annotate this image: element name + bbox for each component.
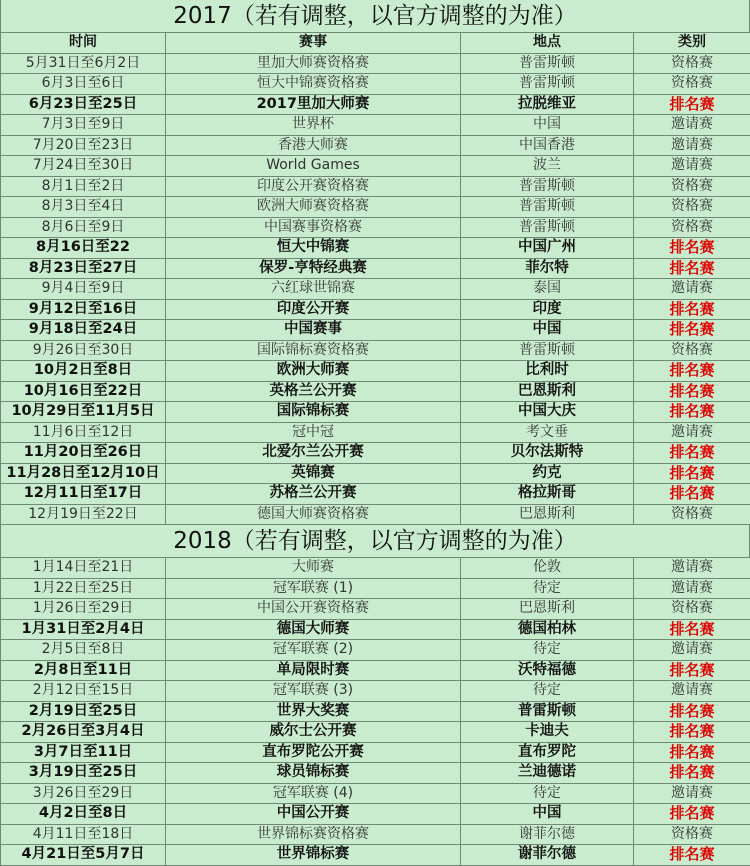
section-title-2018: 2018（若有调整，以官方调整的为准） xyxy=(0,525,750,557)
type-cell: 邀请赛 xyxy=(634,783,750,804)
table-row xyxy=(1,660,750,681)
date-cell: 3月7日至11日 xyxy=(1,742,166,763)
table-row xyxy=(1,94,750,115)
type-cell: 资格赛 xyxy=(634,599,750,620)
type-cell: 排名赛 xyxy=(634,299,750,320)
venue-cell: 波兰 xyxy=(461,156,634,177)
table-row xyxy=(1,484,750,505)
event-cell: 中国公开赛 xyxy=(166,804,461,825)
table-row xyxy=(1,824,750,845)
date-cell: 7月20日至23日 xyxy=(1,135,166,156)
date-cell: 10月2日至8日 xyxy=(1,361,166,382)
table-row xyxy=(1,279,750,300)
date-cell: 4月2日至8日 xyxy=(1,804,166,825)
date-cell: 11月6日至12日 xyxy=(1,422,166,443)
table-row xyxy=(1,742,750,763)
date-cell: 8月16日至22 xyxy=(1,238,166,259)
table-row xyxy=(1,681,750,702)
venue-cell: 普雷斯顿 xyxy=(461,340,634,361)
event-cell: 恒大中锦赛 xyxy=(166,238,461,259)
type-cell: 排名赛 xyxy=(634,763,750,784)
date-cell: 8月1日至2日 xyxy=(1,176,166,197)
event-cell: 冠军联赛 (1) xyxy=(166,578,461,599)
event-cell: 北爱尔兰公开赛 xyxy=(166,443,461,464)
type-cell: 排名赛 xyxy=(634,845,750,866)
type-cell: 邀请赛 xyxy=(634,640,750,661)
event-cell: 世界杯 xyxy=(166,115,461,136)
event-cell: 英格兰公开赛 xyxy=(166,381,461,402)
table-row xyxy=(1,722,750,743)
venue-cell: 格拉斯哥 xyxy=(461,484,634,505)
venue-cell: 中国大庆 xyxy=(461,402,634,423)
venue-cell: 中国香港 xyxy=(461,135,634,156)
venue-cell: 中国 xyxy=(461,115,634,136)
type-cell: 排名赛 xyxy=(634,361,750,382)
date-cell: 9月4日至9日 xyxy=(1,279,166,300)
venue-cell: 比利时 xyxy=(461,361,634,382)
venue-cell: 约克 xyxy=(461,463,634,484)
header-event: 赛事 xyxy=(166,33,461,54)
type-cell: 排名赛 xyxy=(634,443,750,464)
venue-cell: 中国广州 xyxy=(461,238,634,259)
venue-cell: 待定 xyxy=(461,578,634,599)
date-cell: 2月5日至8日 xyxy=(1,640,166,661)
type-cell: 邀请赛 xyxy=(634,135,750,156)
type-cell: 排名赛 xyxy=(634,402,750,423)
table-row xyxy=(1,135,750,156)
venue-cell: 巴恩斯利 xyxy=(461,381,634,402)
event-cell: 国际锦标赛 xyxy=(166,402,461,423)
event-cell: 世界锦标赛资格赛 xyxy=(166,824,461,845)
venue-cell: 中国 xyxy=(461,804,634,825)
date-cell: 1月31日至2月4日 xyxy=(1,619,166,640)
type-cell: 排名赛 xyxy=(634,381,750,402)
type-cell: 排名赛 xyxy=(634,722,750,743)
event-cell: 威尔士公开赛 xyxy=(166,722,461,743)
type-cell: 排名赛 xyxy=(634,258,750,279)
type-cell: 排名赛 xyxy=(634,238,750,259)
venue-cell: 沃特福德 xyxy=(461,660,634,681)
event-cell: 世界大奖赛 xyxy=(166,701,461,722)
type-cell: 邀请赛 xyxy=(634,681,750,702)
event-cell: 里加大师赛资格赛 xyxy=(166,53,461,74)
table-row xyxy=(1,197,750,218)
venue-cell: 拉脱维亚 xyxy=(461,94,634,115)
event-cell: 苏格兰公开赛 xyxy=(166,484,461,505)
venue-cell: 中国 xyxy=(461,320,634,341)
table-row xyxy=(1,422,750,443)
date-cell: 1月14日至21日 xyxy=(1,558,166,579)
venue-cell: 考文垂 xyxy=(461,422,634,443)
table-row xyxy=(1,599,750,620)
event-cell: 欧洲大师赛资格赛 xyxy=(166,197,461,218)
date-cell: 3月26日至29日 xyxy=(1,783,166,804)
table-header-row xyxy=(1,33,750,54)
date-cell: 8月23日至27日 xyxy=(1,258,166,279)
venue-cell: 待定 xyxy=(461,783,634,804)
table-row xyxy=(1,299,750,320)
table-row xyxy=(1,340,750,361)
table-row xyxy=(1,578,750,599)
table-row xyxy=(1,258,750,279)
type-cell: 邀请赛 xyxy=(634,115,750,136)
type-cell: 资格赛 xyxy=(634,340,750,361)
table-row xyxy=(1,558,750,579)
date-cell: 9月12日至16日 xyxy=(1,299,166,320)
venue-cell: 印度 xyxy=(461,299,634,320)
type-cell: 排名赛 xyxy=(634,742,750,763)
table-row xyxy=(1,443,750,464)
date-cell: 12月19日至22日 xyxy=(1,504,166,525)
event-cell: 冠军联赛 (2) xyxy=(166,640,461,661)
table-row xyxy=(1,238,750,259)
type-cell: 排名赛 xyxy=(634,484,750,505)
event-cell: 中国赛事资格赛 xyxy=(166,217,461,238)
table-row xyxy=(1,156,750,177)
event-cell: World Games xyxy=(166,156,461,177)
table-row xyxy=(1,361,750,382)
event-cell: 印度公开赛资格赛 xyxy=(166,176,461,197)
venue-cell: 泰国 xyxy=(461,279,634,300)
venue-cell: 待定 xyxy=(461,681,634,702)
venue-cell: 普雷斯顿 xyxy=(461,701,634,722)
date-cell: 1月22日至25日 xyxy=(1,578,166,599)
venue-cell: 谢菲尔德 xyxy=(461,845,634,866)
type-cell: 资格赛 xyxy=(634,176,750,197)
date-cell: 7月24日至30日 xyxy=(1,156,166,177)
event-cell: 直布罗陀公开赛 xyxy=(166,742,461,763)
event-cell: 欧洲大师赛 xyxy=(166,361,461,382)
type-cell: 排名赛 xyxy=(634,804,750,825)
date-cell: 8月6日至9日 xyxy=(1,217,166,238)
date-cell: 2月12日至15日 xyxy=(1,681,166,702)
type-cell: 邀请赛 xyxy=(634,558,750,579)
section-title-2017: 2017（若有调整，以官方调整的为准） xyxy=(0,0,750,32)
event-cell: 大师赛 xyxy=(166,558,461,579)
date-cell: 1月26日至29日 xyxy=(1,599,166,620)
venue-cell: 巴恩斯利 xyxy=(461,504,634,525)
header-type: 类别 xyxy=(634,33,750,54)
event-cell: 恒大中锦赛资格赛 xyxy=(166,74,461,95)
event-cell: 冠军联赛 (3) xyxy=(166,681,461,702)
table-row xyxy=(1,463,750,484)
event-cell: 保罗-亨特经典赛 xyxy=(166,258,461,279)
table-row xyxy=(1,783,750,804)
table-row xyxy=(1,176,750,197)
date-cell: 5月31日至6月2日 xyxy=(1,53,166,74)
venue-cell: 普雷斯顿 xyxy=(461,176,634,197)
type-cell: 资格赛 xyxy=(634,504,750,525)
event-cell: 德国大师赛资格赛 xyxy=(166,504,461,525)
type-cell: 邀请赛 xyxy=(634,578,750,599)
type-cell: 排名赛 xyxy=(634,463,750,484)
date-cell: 6月3日至6日 xyxy=(1,74,166,95)
venue-cell: 兰迪德诺 xyxy=(461,763,634,784)
venue-cell: 伦敦 xyxy=(461,558,634,579)
table-row xyxy=(1,763,750,784)
date-cell: 8月3日至4日 xyxy=(1,197,166,218)
type-cell: 邀请赛 xyxy=(634,156,750,177)
table-row xyxy=(1,217,750,238)
date-cell: 9月18日至24日 xyxy=(1,320,166,341)
table-row xyxy=(1,115,750,136)
type-cell: 排名赛 xyxy=(634,701,750,722)
schedule-table-2018 xyxy=(0,557,750,866)
type-cell: 排名赛 xyxy=(634,94,750,115)
event-cell: 德国大师赛 xyxy=(166,619,461,640)
venue-cell: 巴恩斯利 xyxy=(461,599,634,620)
date-cell: 10月29日至11月5日 xyxy=(1,402,166,423)
venue-cell: 卡迪夫 xyxy=(461,722,634,743)
date-cell: 12月11日至17日 xyxy=(1,484,166,505)
venue-cell: 谢菲尔德 xyxy=(461,824,634,845)
venue-cell: 普雷斯顿 xyxy=(461,197,634,218)
type-cell: 邀请赛 xyxy=(634,279,750,300)
table-row xyxy=(1,53,750,74)
schedule-table-2017 xyxy=(0,32,750,525)
type-cell: 资格赛 xyxy=(634,217,750,238)
date-cell: 4月21日至5月7日 xyxy=(1,845,166,866)
date-cell: 11月20日至26日 xyxy=(1,443,166,464)
type-cell: 排名赛 xyxy=(634,320,750,341)
venue-cell: 待定 xyxy=(461,640,634,661)
event-cell: 香港大师赛 xyxy=(166,135,461,156)
table-row xyxy=(1,619,750,640)
date-cell: 7月3日至9日 xyxy=(1,115,166,136)
date-cell: 2月19日至25日 xyxy=(1,701,166,722)
venue-cell: 普雷斯顿 xyxy=(461,74,634,95)
event-cell: 冠中冠 xyxy=(166,422,461,443)
type-cell: 资格赛 xyxy=(634,74,750,95)
table-row xyxy=(1,640,750,661)
event-cell: 中国公开赛资格赛 xyxy=(166,599,461,620)
type-cell: 资格赛 xyxy=(634,824,750,845)
venue-cell: 普雷斯顿 xyxy=(461,217,634,238)
date-cell: 2月26日至3月4日 xyxy=(1,722,166,743)
table-row xyxy=(1,402,750,423)
table-row xyxy=(1,804,750,825)
type-cell: 排名赛 xyxy=(634,619,750,640)
date-cell: 6月23日至25日 xyxy=(1,94,166,115)
event-cell: 六红球世锦赛 xyxy=(166,279,461,300)
event-cell: 英锦赛 xyxy=(166,463,461,484)
event-cell: 世界锦标赛 xyxy=(166,845,461,866)
date-cell: 3月19日至25日 xyxy=(1,763,166,784)
event-cell: 国际锦标赛资格赛 xyxy=(166,340,461,361)
table-row xyxy=(1,504,750,525)
table-row xyxy=(1,845,750,866)
date-cell: 9月26日至30日 xyxy=(1,340,166,361)
event-cell: 2017里加大师赛 xyxy=(166,94,461,115)
type-cell: 资格赛 xyxy=(634,197,750,218)
header-venue: 地点 xyxy=(461,33,634,54)
event-cell: 印度公开赛 xyxy=(166,299,461,320)
venue-cell: 直布罗陀 xyxy=(461,742,634,763)
event-cell: 单局限时赛 xyxy=(166,660,461,681)
venue-cell: 普雷斯顿 xyxy=(461,53,634,74)
header-date: 时间 xyxy=(1,33,166,54)
table-row xyxy=(1,381,750,402)
date-cell: 10月16日至22日 xyxy=(1,381,166,402)
event-cell: 中国赛事 xyxy=(166,320,461,341)
type-cell: 排名赛 xyxy=(634,660,750,681)
venue-cell: 贝尔法斯特 xyxy=(461,443,634,464)
date-cell: 2月8日至11日 xyxy=(1,660,166,681)
table-row xyxy=(1,74,750,95)
date-cell: 4月11日至18日 xyxy=(1,824,166,845)
table-row xyxy=(1,701,750,722)
type-cell: 邀请赛 xyxy=(634,422,750,443)
event-cell: 球员锦标赛 xyxy=(166,763,461,784)
venue-cell: 德国柏林 xyxy=(461,619,634,640)
event-cell: 冠军联赛 (4) xyxy=(166,783,461,804)
table-row xyxy=(1,320,750,341)
venue-cell: 菲尔特 xyxy=(461,258,634,279)
type-cell: 资格赛 xyxy=(634,53,750,74)
date-cell: 11月28日至12月10日 xyxy=(1,463,166,484)
